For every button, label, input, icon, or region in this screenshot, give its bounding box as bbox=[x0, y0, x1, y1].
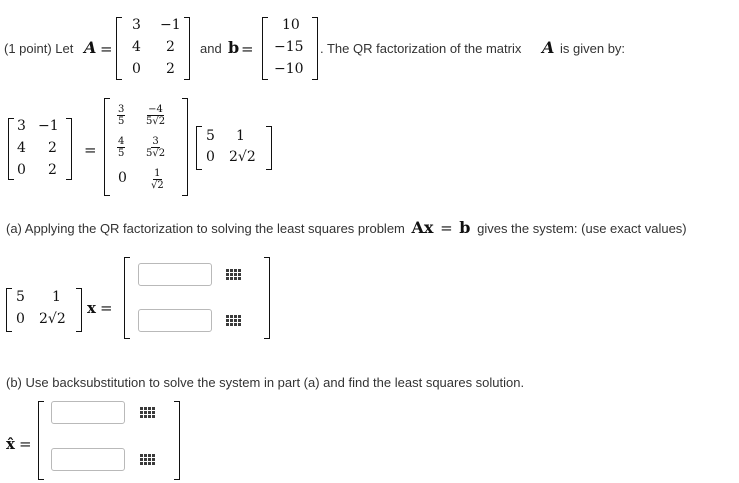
equation-editor-icon[interactable] bbox=[139, 453, 157, 467]
part-a-answer-input-2[interactable] bbox=[138, 309, 212, 332]
matrix-A-cell: 2 bbox=[166, 61, 175, 77]
matrix-A-cell: 0 bbox=[17, 162, 26, 178]
matrix-A-cell: −1 bbox=[38, 118, 59, 134]
part-b-answer-input-2[interactable] bbox=[51, 448, 125, 471]
qr-statement: . The QR factorization of the matrix bbox=[320, 41, 522, 56]
r-cell: 5 bbox=[16, 289, 25, 305]
r-cell: 1 bbox=[236, 128, 245, 144]
equation-editor-icon[interactable] bbox=[225, 268, 243, 282]
part-a-prompt: (a) Applying the QR factorization to solving the least squares problem Ax = b gives the system: (use exact values) bbox=[6, 218, 687, 237]
r-cell: 1 bbox=[52, 289, 61, 305]
equals-sign: = bbox=[84, 141, 97, 159]
matrix-A-symbol: A bbox=[542, 38, 555, 57]
vector-b-cell: 10 bbox=[282, 17, 300, 33]
q-cell: 0 bbox=[118, 170, 127, 186]
given-by-label: is given by: bbox=[560, 41, 626, 56]
r-cell: 0 bbox=[16, 311, 25, 327]
r-cell: 0 bbox=[206, 149, 215, 165]
matrix-A bbox=[116, 17, 190, 80]
part-b-prompt: (b) Use backsubstitution to solve the system in part (a) and find the least squares solution. bbox=[6, 375, 525, 390]
equals-sign: = bbox=[100, 299, 113, 317]
r-cell: 5 bbox=[206, 128, 215, 144]
matrix-A-left bbox=[8, 118, 72, 180]
part-a-answer-input-1[interactable] bbox=[138, 263, 212, 286]
equation-editor-icon[interactable] bbox=[225, 314, 243, 328]
q-fraction: $\frac{1}{√2}$ bbox=[151, 168, 164, 191]
matrix-R-part-a bbox=[6, 288, 82, 332]
matrix-Q bbox=[104, 98, 188, 196]
xhat-symbol: x̂ bbox=[6, 435, 15, 453]
and-label: and bbox=[200, 41, 222, 56]
matrix-A-cell: 0 bbox=[132, 61, 141, 77]
matrix-A-cell: 3 bbox=[17, 118, 26, 134]
vector-x-symbol: x bbox=[87, 299, 96, 317]
q-fraction: $\frac{4}{5}$ bbox=[118, 136, 125, 159]
matrix-R bbox=[196, 126, 272, 170]
equals-sign: = bbox=[241, 40, 254, 58]
vector-b bbox=[262, 17, 318, 80]
part-b-answer-input-1[interactable] bbox=[51, 401, 125, 424]
equation-editor-icon[interactable] bbox=[139, 406, 157, 420]
equals-sign: = bbox=[100, 40, 113, 58]
q-fraction: $\frac{-4}{5√2}$ bbox=[146, 104, 166, 127]
problem-points-label: (1 point) Let bbox=[4, 41, 74, 56]
q-fraction: $\frac{3}{5√2}$ bbox=[146, 136, 166, 159]
equals-sign: = bbox=[19, 435, 32, 453]
r-cell: 2√2 bbox=[39, 311, 66, 327]
vector-b-cell: −10 bbox=[274, 61, 304, 77]
matrix-A-cell: 4 bbox=[17, 140, 26, 156]
vector-b-symbol: b bbox=[228, 38, 240, 57]
matrix-A-cell: 2 bbox=[166, 39, 175, 55]
matrix-A-cell: 2 bbox=[48, 162, 57, 178]
vector-b-cell: −15 bbox=[274, 39, 304, 55]
matrix-A-cell: 2 bbox=[48, 140, 57, 156]
matrix-A-cell: −1 bbox=[160, 17, 181, 33]
matrix-A-symbol: A bbox=[84, 38, 97, 57]
matrix-A-cell: 3 bbox=[132, 17, 141, 33]
q-fraction: $\frac{3}{5}$ bbox=[118, 104, 125, 127]
r-cell: 2√2 bbox=[229, 149, 256, 165]
matrix-A-cell: 4 bbox=[132, 39, 141, 55]
